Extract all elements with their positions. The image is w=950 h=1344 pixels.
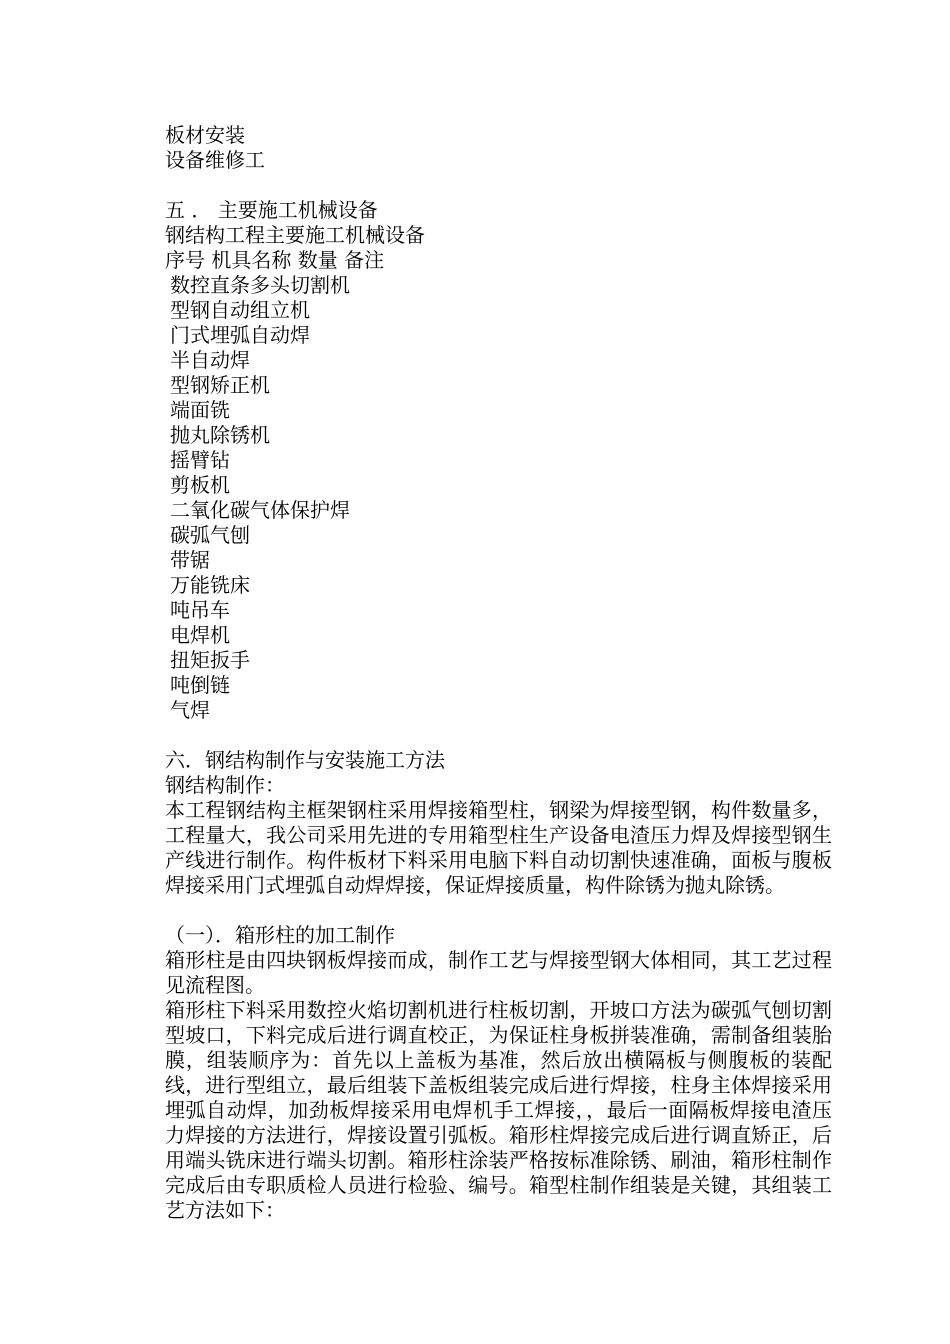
- equipment-item: 型钢自动组立机: [170, 298, 310, 322]
- paragraph-box-column-process: [165, 998, 832, 1223]
- section6-heading: 六．钢结构制作与安装施工方法: [165, 748, 445, 772]
- equipment-item: 扭矩扳手: [170, 648, 250, 672]
- paragraph-box-column-process-text: 箱形柱下料采用数控火焰切割机进行柱板切割，开坡口方法为碳弧气刨切割型坡口，下料完成后进行调直校正，为保证柱身板拼装准确，需制备组装胎膜，组装顺序为：首先以上盖板为基准，然后放出横隔板与侧腹板的装配线，进行型组立，最后组装下盖板组装完成后进行焊接，柱身主体焊接采用埋弧自动焊，加劲板焊接采用电焊机手工焊接，，最后一面隔板焊接电渣压力焊接的方法进行，焊接设置引弧板。箱形柱焊接完成后进行调直矫正，后用端头铣床进行端头切割。箱形柱涂装严格按标准除锈、刷油，箱形柱制作完成后由专职质检人员进行检验、编号。箱型柱制作组装是关键，其组装工艺方法如下：: [165, 998, 832, 1222]
- equipment-item: 型钢矫正机: [170, 373, 270, 397]
- section6-subheading: 钢结构制作：: [165, 773, 285, 797]
- paragraph-box-column-intro: [165, 948, 832, 998]
- equipment-item: 半自动焊: [170, 348, 250, 372]
- equipment-item: 气焊: [170, 698, 210, 722]
- equipment-item: 吨倒链: [170, 673, 230, 697]
- subsection-box-column: （一）．箱形柱的加工制作: [165, 923, 395, 947]
- equipment-item: 抛丸除锈机: [170, 423, 270, 447]
- equipment-item: 数控直条多头切割机: [170, 273, 350, 297]
- section5-subtitle: 钢结构工程主要施工机械设备: [165, 223, 425, 247]
- equipment-item: 门式埋弧自动焊: [170, 323, 310, 347]
- paragraph-steel-fabrication: [165, 798, 832, 898]
- equipment-item: 带锯: [170, 548, 210, 572]
- equipment-item: 万能铣床: [170, 573, 250, 597]
- paragraph-steel-fabrication-text: 本工程钢结构主框架钢柱采用焊接箱型柱，钢梁为焊接型钢，构件数量多，工程量大，我公司采用先进的专用箱型柱生产设备电渣压力焊及焊接型钢生产线进行制作。构件板材下料采用电脑下料自动切割快速准确，面板与腹板焊接采用门式埋弧自动焊焊接，保证焊接质量，构件除锈为抛丸除锈。: [165, 798, 832, 897]
- section5-heading: 五 ． 主要施工机械设备: [165, 198, 378, 222]
- text-line-maintenance-worker: 设备维修工: [165, 148, 265, 172]
- equipment-item: 端面铣: [170, 398, 230, 422]
- equipment-item: 二氧化碳气体保护焊: [170, 498, 350, 522]
- equipment-item: 摇臂钻: [170, 448, 230, 472]
- equipment-item: 碳弧气刨: [170, 523, 250, 547]
- equipment-item: 吨吊车: [170, 598, 230, 622]
- paragraph-box-column-intro-text: 箱形柱是由四块钢板焊接而成，制作工艺与焊接型钢大体相同，其工艺过程见流程图。: [165, 948, 832, 997]
- text-line-board-install: 板材安装: [165, 123, 245, 147]
- equipment-item: 剪板机: [170, 473, 230, 497]
- equipment-item: 电焊机: [170, 623, 230, 647]
- equipment-table-header: 序号 机具名称 数量 备注: [165, 248, 385, 272]
